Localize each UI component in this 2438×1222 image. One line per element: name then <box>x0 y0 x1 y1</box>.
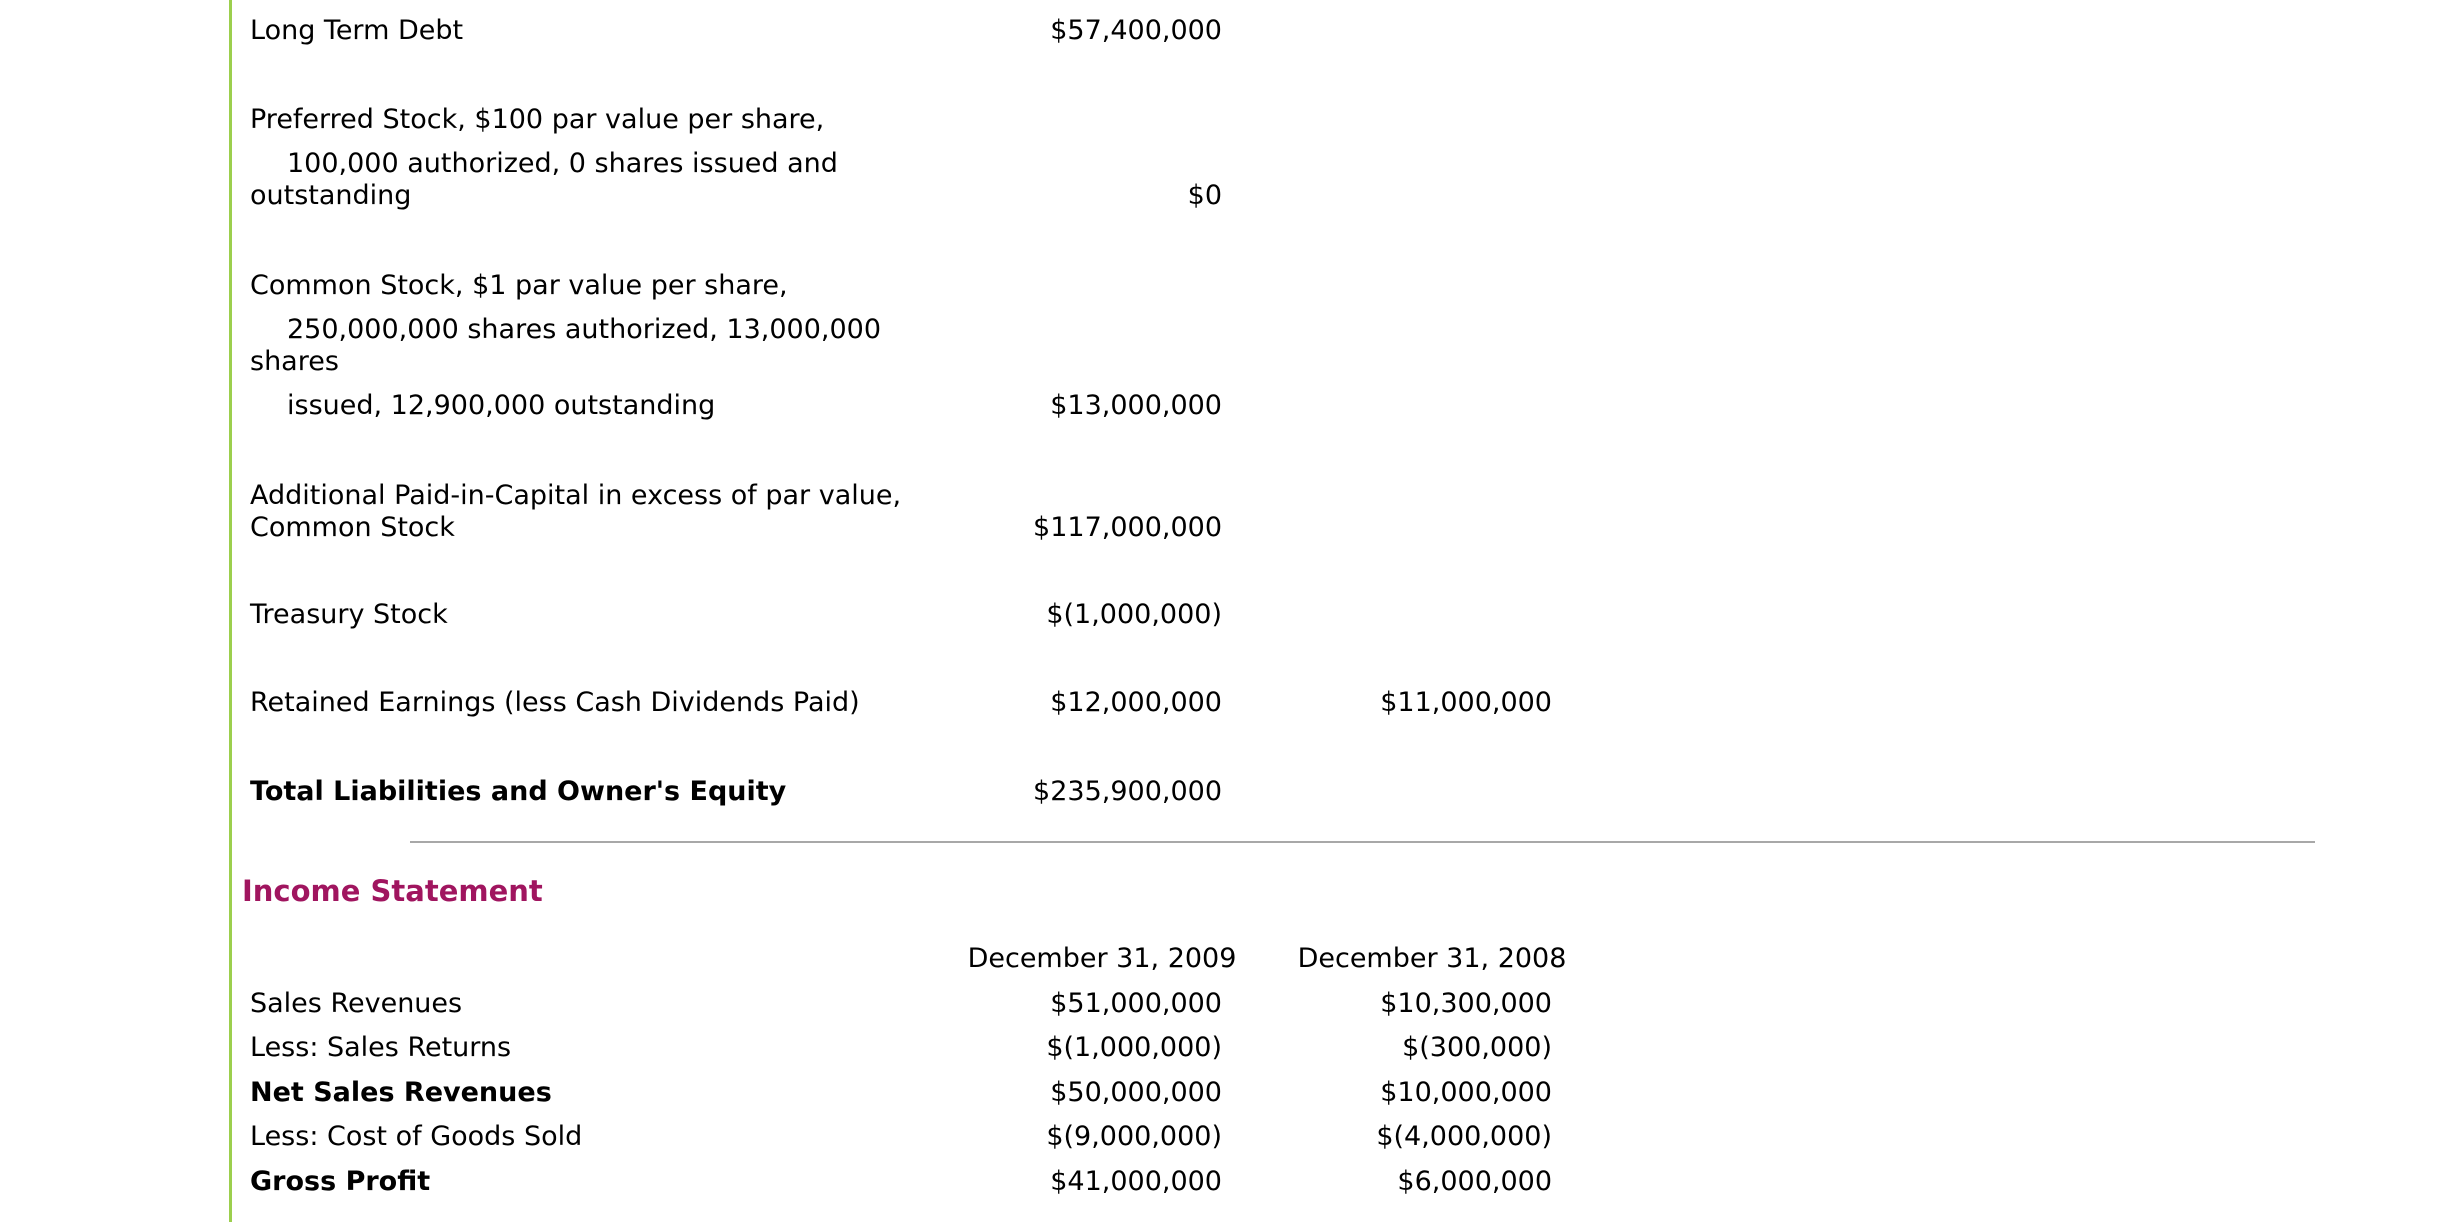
value-2009: $(1,000,000) <box>1046 1032 1222 1063</box>
row-label: Gross Profit <box>250 1166 431 1197</box>
column-header-2009: December 31, 2009 <box>967 943 1237 974</box>
value-2008: $11,000,000 <box>1380 687 1552 718</box>
row-label: Treasury Stock <box>250 599 448 630</box>
value-2009: $117,000,000 <box>1033 512 1222 543</box>
value-2009: $50,000,000 <box>1050 1077 1222 1108</box>
income-statement-title: Income Statement <box>242 874 543 908</box>
value-2008: $(300,000) <box>1402 1032 1552 1063</box>
row-label: Less: Cost of Goods Sold <box>250 1121 583 1152</box>
row-label: Less: Sales Returns <box>250 1032 512 1063</box>
row-label: Long Term Debt <box>250 15 464 46</box>
section-divider <box>410 841 2315 843</box>
column-header-2008: December 31, 2008 <box>1297 943 1567 974</box>
value-2009: $12,000,000 <box>1050 687 1222 718</box>
value-2009: $57,400,000 <box>1050 15 1222 46</box>
row-label: Preferred Stock, $100 par value per share, 100,000 authorized, 0 shares issued and outstanding <box>250 104 838 211</box>
value-2009: $(9,000,000) <box>1046 1121 1222 1152</box>
value-2009: $(1,000,000) <box>1046 599 1222 630</box>
row-label: Common Stock, $1 par value per share, 250,000,000 shares authorized, 13,000,000 shares issued, 12,900,000 outstanding <box>250 270 881 421</box>
value-2009: $51,000,000 <box>1050 988 1222 1019</box>
value-2009: $235,900,000 <box>1033 776 1222 807</box>
row-label: Total Liabilities and Owner's Equity <box>250 776 787 807</box>
value-2008: $6,000,000 <box>1397 1166 1552 1197</box>
row-label: Retained Earnings (less Cash Dividends Paid) <box>250 687 860 718</box>
value-2008: $10,300,000 <box>1380 988 1552 1019</box>
value-2009: $41,000,000 <box>1050 1166 1222 1197</box>
value-2009: $0 <box>1187 180 1222 211</box>
row-label: Additional Paid-in-Capital in excess of par value, Common Stock <box>250 480 902 543</box>
financial-statements <box>232 0 2438 1222</box>
value-2008: $(4,000,000) <box>1376 1121 1552 1152</box>
row-label: Net Sales Revenues <box>250 1077 552 1108</box>
value-2008: $10,000,000 <box>1380 1077 1552 1108</box>
value-2009: $13,000,000 <box>1050 390 1222 421</box>
row-label: Sales Revenues <box>250 988 463 1019</box>
